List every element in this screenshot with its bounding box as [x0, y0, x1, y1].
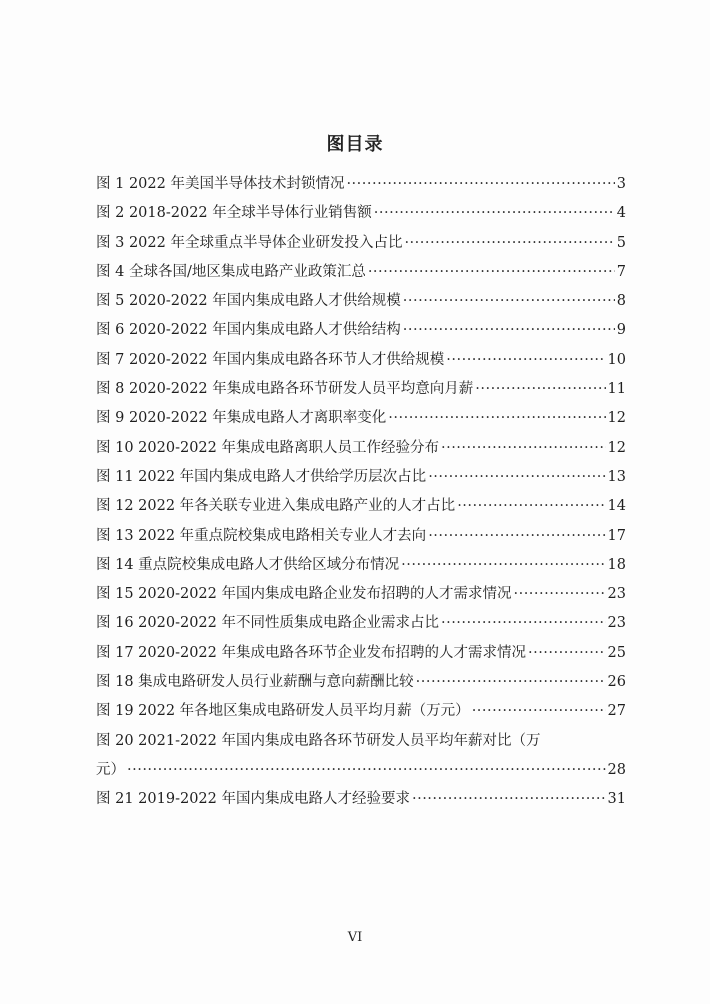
leader-dots	[127, 759, 606, 774]
toc-entry-page: 27	[607, 703, 626, 720]
toc-entry-page: 4	[616, 205, 626, 222]
leader-dots	[513, 584, 605, 599]
toc-entry-label: 图 18 集成电路研发人员行业薪酬与意向薪酬比较	[96, 674, 414, 691]
leader-dots	[403, 291, 615, 306]
leader-dots	[528, 642, 606, 657]
toc-entry-page: 12	[607, 410, 626, 427]
toc-entry[interactable]	[96, 670, 626, 699]
toc-entry-page: 23	[607, 615, 626, 632]
leader-dots	[475, 379, 605, 394]
toc-entry-page: 11	[607, 381, 626, 398]
toc-entry[interactable]	[96, 553, 626, 582]
toc-entry-label: 图 10 2020-2022 年集成电路离职人员工作经验分布	[96, 439, 439, 456]
toc-entry[interactable]	[96, 494, 626, 523]
toc-entry[interactable]	[96, 787, 626, 816]
toc-entry-label-continued: 元）	[96, 761, 125, 778]
toc-entry-label: 图 14 重点院校集成电路人才供给区域分布情况	[96, 556, 400, 573]
toc-entry-page: 12	[607, 439, 626, 456]
leader-dots	[404, 232, 614, 247]
toc-entry-page: 9	[616, 322, 626, 339]
leader-dots	[441, 437, 606, 452]
toc-entry-label: 图 1 2022 年美国半导体技术封锁情况	[96, 176, 345, 192]
toc-entry[interactable]	[96, 348, 626, 377]
toc-entry-page: 17	[607, 527, 626, 544]
figure-list	[96, 172, 626, 817]
toc-entry-label: 图 12 2022 年各关联专业进入集成电路产业的人才占比	[96, 498, 456, 515]
toc-entry-label: 图 6 2020-2022 年国内集成电路人才供给结构	[96, 322, 401, 339]
leader-dots	[457, 496, 605, 511]
toc-entry-page: 8	[616, 293, 626, 310]
leader-dots	[446, 349, 605, 364]
toc-entry-label: 图 5 2020-2022 年国内集成电路人才供给规模	[96, 293, 401, 310]
leader-dots	[403, 320, 615, 335]
toc-entry-label: 图 11 2022 年国内集成电路人才供给学历层次占比	[96, 468, 427, 485]
toc-entry[interactable]	[96, 729, 626, 788]
toc-entry[interactable]	[96, 172, 626, 201]
leader-dots	[428, 466, 605, 481]
toc-entry[interactable]	[96, 260, 626, 289]
leader-dots	[388, 408, 605, 423]
toc-entry[interactable]	[96, 201, 626, 230]
page-title: 图目录	[326, 134, 384, 155]
toc-entry-label: 图 3 2022 年全球重点半导体企业研发投入占比	[96, 234, 403, 251]
toc-entry-page: 5	[616, 234, 626, 251]
toc-entry[interactable]	[96, 524, 626, 553]
toc-entry-label: 图 16 2020-2022 年不同性质集成电路企业需求占比	[96, 615, 439, 632]
toc-entry[interactable]	[96, 318, 626, 347]
leader-dots	[401, 554, 605, 569]
leader-dots	[416, 672, 606, 687]
toc-entry[interactable]	[96, 377, 626, 406]
toc-entry-page: 31	[607, 791, 626, 808]
toc-entry[interactable]	[96, 231, 626, 260]
toc-entry-label: 图 9 2020-2022 年集成电路人才离职率变化	[96, 410, 387, 427]
toc-entry-label: 图 2 2018-2022 年全球半导体行业销售额	[96, 205, 372, 222]
toc-entry-label: 图 7 2020-2022 年国内集成电路各环节人才供给规模	[96, 351, 445, 368]
leader-dots	[428, 525, 605, 540]
toc-entry-label: 图 17 2020-2022 年集成电路各环节企业发布招聘的人才需求情况	[96, 644, 526, 661]
toc-entry-page: 18	[607, 556, 626, 573]
toc-entry-page: 23	[607, 586, 626, 603]
toc-entry[interactable]	[96, 611, 626, 640]
toc-entry[interactable]	[96, 289, 626, 318]
toc-entry-page: 3	[616, 176, 626, 192]
toc-entry-label: 图 8 2020-2022 年集成电路各环节研发人员平均意向月薪	[96, 381, 474, 398]
toc-entry-label: 图 20 2021-2022 年国内集成电路各环节研发人员平均年薪对比（万	[96, 732, 541, 749]
toc-entry-label: 图 13 2022 年重点院校集成电路相关专业人才去向	[96, 527, 427, 544]
toc-entry[interactable]	[96, 699, 626, 728]
toc-entry-label: 图 15 2020-2022 年国内集成电路企业发布招聘的人才需求情况	[96, 586, 512, 603]
toc-entry[interactable]	[96, 436, 626, 465]
leader-dots	[412, 789, 606, 804]
leader-dots	[441, 613, 606, 628]
toc-entry-page: 28	[607, 761, 626, 778]
leader-dots	[368, 261, 615, 276]
toc-entry-label: 图 4 全球各国/地区集成电路产业政策汇总	[96, 263, 366, 280]
toc-entry-page: 14	[607, 498, 626, 515]
toc-entry-page: 13	[607, 468, 626, 485]
leader-dots	[346, 174, 614, 189]
page-number: VI	[347, 930, 363, 945]
toc-entry-page: 26	[607, 674, 626, 691]
toc-entry-page: 25	[607, 644, 626, 661]
toc-entry-label: 图 21 2019-2022 年国内集成电路人才经验要求	[96, 791, 410, 808]
leader-dots	[472, 701, 606, 716]
toc-entry-page: 10	[607, 351, 626, 368]
toc-entry[interactable]	[96, 406, 626, 435]
toc-entry[interactable]	[96, 582, 626, 611]
leader-dots	[374, 203, 615, 218]
toc-entry[interactable]	[96, 641, 626, 670]
toc-entry-page: 7	[616, 263, 626, 280]
toc-entry[interactable]	[96, 465, 626, 494]
toc-entry-label: 图 19 2022 年各地区集成电路研发人员平均月薪（万元）	[96, 703, 470, 720]
